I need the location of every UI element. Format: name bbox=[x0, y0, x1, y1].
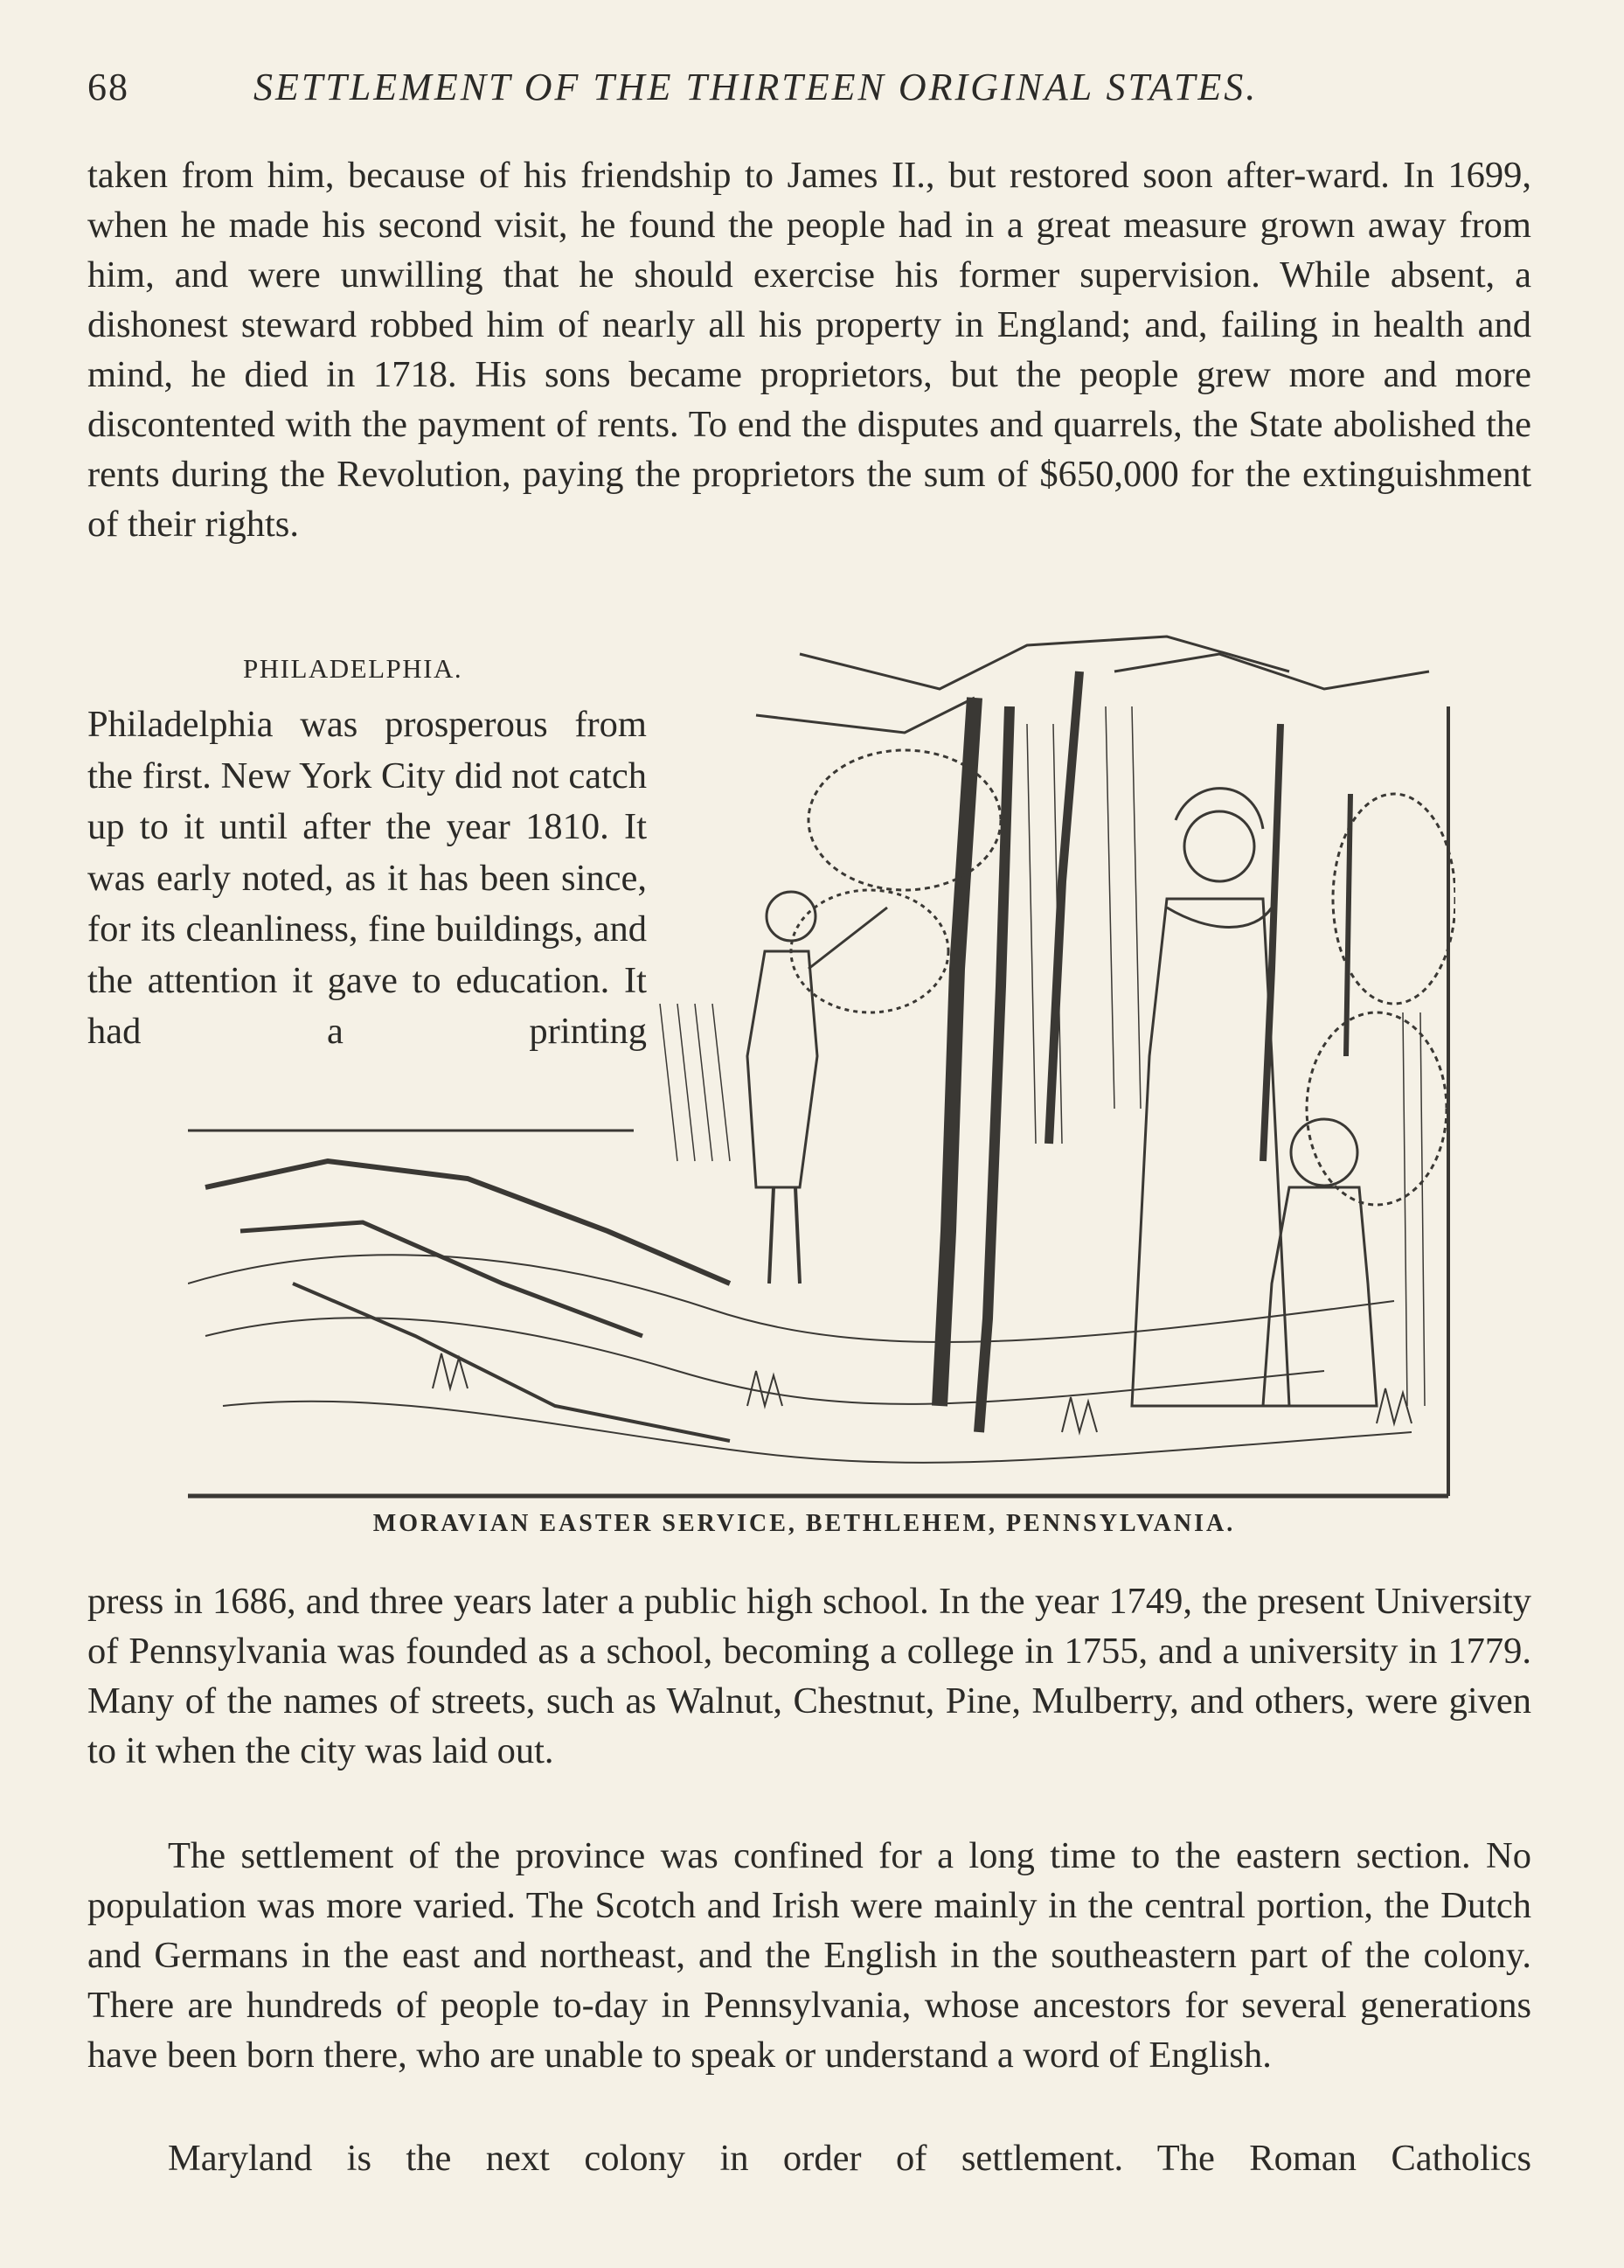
paragraph-penn-rents: taken from him, because of his friendship to James II., but restored soon after-ward. In 1699, when he made his second visit, he found the people had in a great measure grown away from him, and were unwilling that he should exercise his former supervision. While absent, a dishonest steward robbed him of nearly all his property in England; and, failing in health and mind, he died in 1718. His sons became proprietors, but the people grew more and more discontented with the payment of rents. To end the disputes and quarrels, the State abolished the rents during the Revolution, paying the proprietors the sum of $650,000 for the extinguishment of their rights. bbox=[87, 155, 1531, 545]
paragraph-settlement: The settlement of the province was confined for a long time to the eastern section. No population was more varied. The Scotch and Irish were mainly in the central portion, the Dutch and Germans in the east and northeast, and the English in the southeastern part of the colony. There are hundreds of people to-day in Pennsylvania, whose ancestors for several generations have been born there, who are unable to speak or understand a word of English. bbox=[87, 1835, 1531, 2076]
illustration-caption: MORAVIAN EASTER SERVICE, BETHLEHEM, PENNSYLVANIA. bbox=[372, 1510, 1236, 1537]
side-heading: PHILADELPHIA. bbox=[243, 653, 463, 684]
paragraph-university: press in 1686, and three years later a public high school. In the year 1749, the present University of Pennsylvania was founded as a school, becoming a college in 1755, and a university in 1779. Many of the names of streets, such as Walnut, Chestnut, Pine, Mulberry, and others, were given to it when the city was laid out. bbox=[87, 1581, 1531, 1771]
running-title: SETTLEMENT OF THE THIRTEEN ORIGINAL STATES. bbox=[253, 66, 1259, 108]
paragraph-philadelphia: Philadelphia was prosperous from the first. New York City did not catch up to it until after the year 1810. It was early noted, as it has been since, for its cleanliness, fine buildings, and the attention it gave to education. It had a printing bbox=[87, 704, 647, 1052]
paragraph-maryland: Maryland is the next colony in order of settlement. The Roman Catholics bbox=[168, 2138, 1531, 2179]
page-number: 68 bbox=[87, 66, 129, 108]
page-header bbox=[87, 65, 1398, 117]
